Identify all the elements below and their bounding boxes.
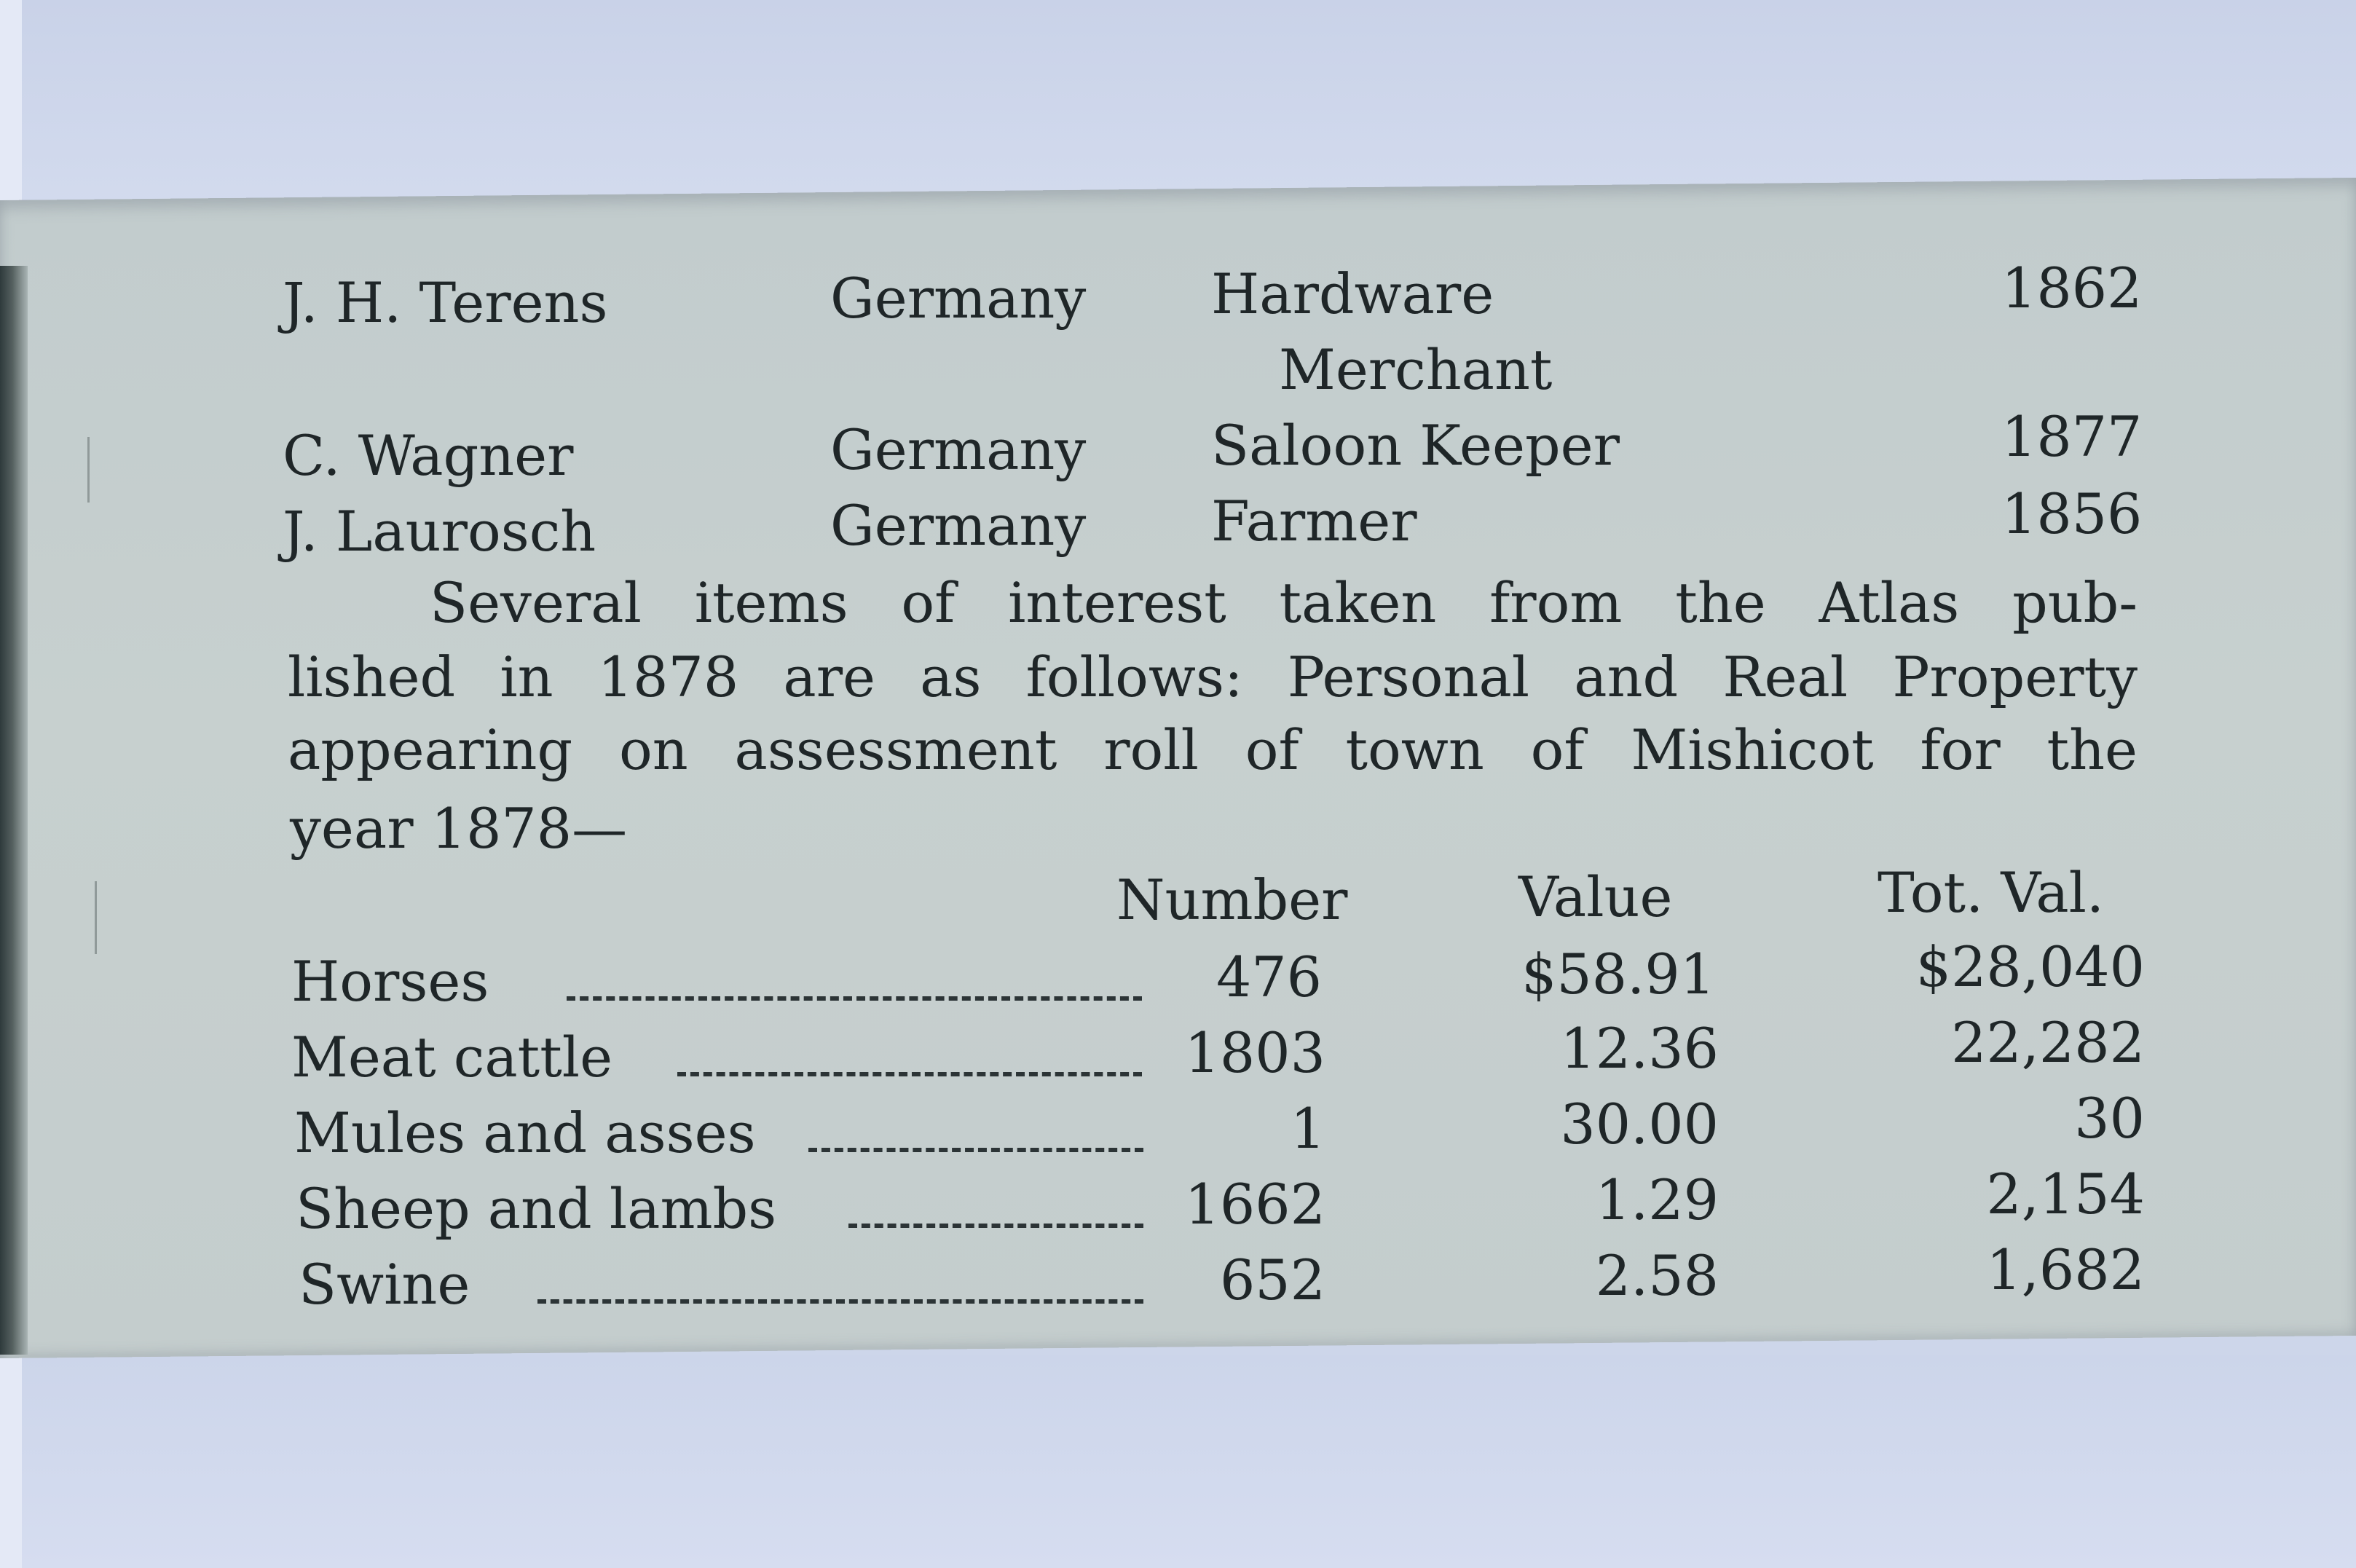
header-value: Value xyxy=(1518,864,1673,929)
settler-occupation-continued: Merchant xyxy=(1279,337,1553,402)
row-value: $58.91 xyxy=(1521,942,1715,1006)
row-number: 1 xyxy=(1290,1096,1325,1161)
row-total-value: 1,682 xyxy=(1986,1237,2145,1302)
row-number: 652 xyxy=(1219,1248,1325,1312)
dot-leader xyxy=(808,1148,1143,1152)
row-total-value: 2,154 xyxy=(1986,1162,2145,1226)
settler-occupation: Saloon Keeper xyxy=(1211,413,1620,478)
header-total-value: Tot. Val. xyxy=(1878,860,2105,925)
row-label: Mules and asses xyxy=(294,1100,756,1165)
row-number: 476 xyxy=(1216,945,1322,1009)
paragraph-line: year 1878— xyxy=(290,796,628,861)
settler-occupation: Hardware xyxy=(1211,261,1494,326)
row-label: Swine xyxy=(299,1252,470,1317)
header-number: Number xyxy=(1116,867,1348,932)
row-number: 1662 xyxy=(1184,1172,1325,1237)
row-value: 1.29 xyxy=(1595,1167,1719,1232)
row-value: 12.36 xyxy=(1560,1016,1719,1081)
row-total-value: 30 xyxy=(2074,1086,2145,1151)
row-value: 30.00 xyxy=(1560,1092,1719,1157)
settler-origin: Germany xyxy=(830,266,1087,331)
row-number: 1803 xyxy=(1184,1020,1325,1085)
row-total-value: $28,040 xyxy=(1915,934,2145,999)
paragraph-line: appearing on assessment roll of town of Mishicot for the xyxy=(288,717,2138,782)
settler-year: 1862 xyxy=(2001,256,2143,320)
dot-leader xyxy=(848,1224,1143,1228)
row-label: Horses xyxy=(291,949,489,1014)
row-value: 2.58 xyxy=(1595,1243,1719,1308)
dot-leader xyxy=(537,1299,1143,1304)
settler-origin: Germany xyxy=(830,493,1087,558)
settler-origin: Germany xyxy=(830,417,1087,482)
dot-leader xyxy=(677,1072,1142,1076)
paragraph-line: Several items of interest taken from the Atlas pub- xyxy=(430,570,2138,635)
settler-year: 1877 xyxy=(2001,404,2143,469)
settler-year: 1856 xyxy=(2001,481,2143,546)
row-label: Meat cattle xyxy=(291,1025,613,1090)
settler-name: C. Wagner xyxy=(283,423,574,488)
paragraph-line: lished in 1878 are as follows: Personal and Real Property xyxy=(288,645,2138,709)
row-total-value: 22,282 xyxy=(1951,1010,2145,1075)
settler-name: J. Laurosch xyxy=(283,499,596,564)
dot-leader xyxy=(567,996,1142,1001)
settler-name: J. H. Terens xyxy=(283,270,608,335)
settler-occupation: Farmer xyxy=(1211,489,1417,553)
row-label: Sheep and lambs xyxy=(296,1176,777,1241)
